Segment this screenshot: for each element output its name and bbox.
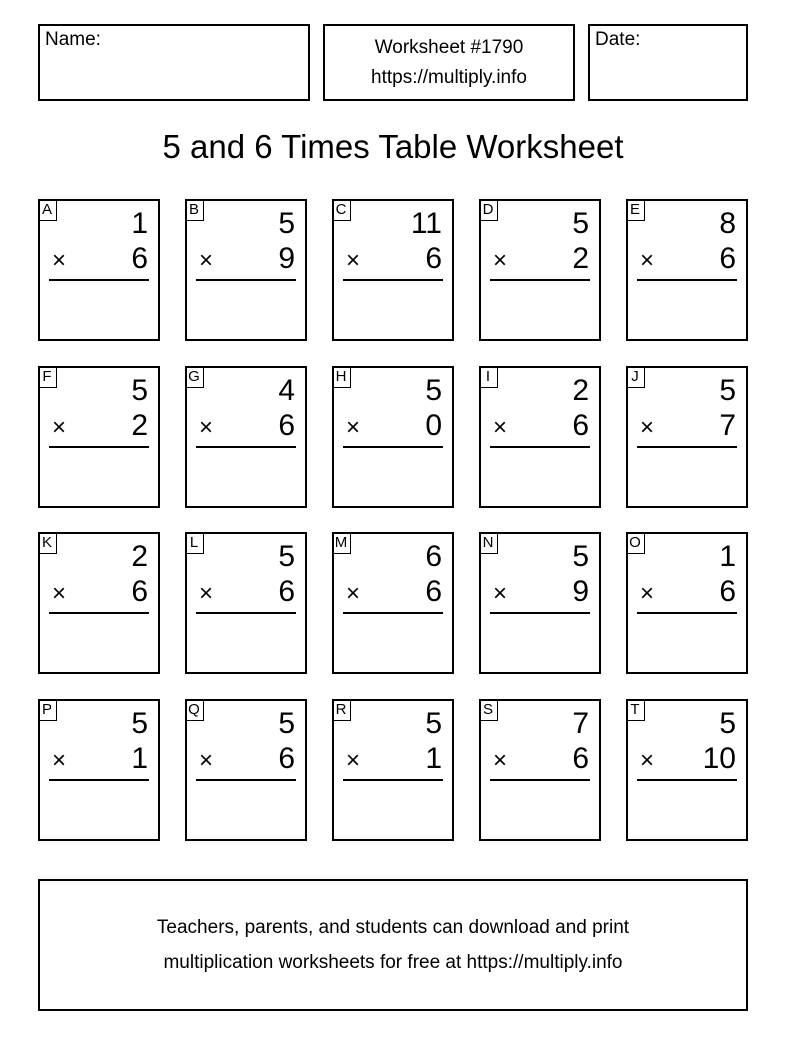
multiplicand: 5 <box>572 207 589 240</box>
name-label: Name: <box>45 29 101 50</box>
problem-card[interactable] <box>626 699 748 841</box>
problem-label: S <box>479 699 498 721</box>
answer-line <box>196 446 296 448</box>
multiplicand: 2 <box>572 374 589 407</box>
multiplicand: 4 <box>278 374 295 407</box>
multiplicand: 5 <box>131 707 148 740</box>
answer-line <box>49 279 149 281</box>
times-sign: × <box>52 414 67 441</box>
multiplier: 6 <box>278 409 295 442</box>
times-sign: × <box>52 580 67 607</box>
multiplicand: 5 <box>572 540 589 573</box>
multiplicand: 1 <box>719 540 736 573</box>
multiplier: 6 <box>719 575 736 608</box>
multiplier: 6 <box>278 575 295 608</box>
problem-label: T <box>626 699 645 721</box>
multiplicand: 5 <box>278 540 295 573</box>
worksheet-number: Worksheet #1790 <box>374 37 524 58</box>
problem-label: K <box>38 532 57 554</box>
times-sign: × <box>640 414 655 441</box>
problem-label: N <box>479 532 498 554</box>
worksheet-info-box <box>323 24 575 101</box>
problem-label: I <box>479 366 498 388</box>
problem-card[interactable] <box>38 366 160 508</box>
times-sign: × <box>346 580 361 607</box>
answer-line <box>49 612 149 614</box>
times-sign: × <box>493 580 508 607</box>
answer-line <box>343 779 443 781</box>
problem-card[interactable] <box>185 532 307 674</box>
multiplicand: 5 <box>131 374 148 407</box>
answer-line <box>49 779 149 781</box>
times-sign: × <box>346 414 361 441</box>
multiplier: 7 <box>719 409 736 442</box>
answer-line <box>343 446 443 448</box>
multiplicand: 5 <box>425 374 442 407</box>
answer-line <box>490 612 590 614</box>
times-sign: × <box>346 747 361 774</box>
answer-line <box>490 279 590 281</box>
multiplier: 6 <box>572 409 589 442</box>
multiplicand: 5 <box>719 374 736 407</box>
problem-label: M <box>332 532 351 554</box>
problem-label: P <box>38 699 57 721</box>
problem-label: B <box>185 199 204 221</box>
date-label: Date: <box>595 29 641 50</box>
problem-label: O <box>626 532 645 554</box>
multiplier: 6 <box>131 242 148 275</box>
times-sign: × <box>493 414 508 441</box>
problem-card[interactable] <box>185 366 307 508</box>
multiplier: 6 <box>425 575 442 608</box>
multiplicand: 5 <box>425 707 442 740</box>
times-sign: × <box>199 247 214 274</box>
times-sign: × <box>493 247 508 274</box>
times-sign: × <box>346 247 361 274</box>
problem-label: A <box>38 199 57 221</box>
times-sign: × <box>199 414 214 441</box>
multiplicand: 5 <box>278 207 295 240</box>
multiplier: 10 <box>702 742 736 775</box>
answer-line <box>490 446 590 448</box>
problem-label: F <box>38 366 57 388</box>
problem-card[interactable] <box>185 199 307 341</box>
multiplier: 6 <box>719 242 736 275</box>
times-sign: × <box>199 747 214 774</box>
problem-label: G <box>185 366 204 388</box>
problem-card[interactable] <box>479 366 601 508</box>
answer-line <box>637 279 737 281</box>
multiplier: 2 <box>572 242 589 275</box>
multiplier: 1 <box>131 742 148 775</box>
problem-label: D <box>479 199 498 221</box>
problem-card[interactable] <box>38 199 160 341</box>
answer-line <box>196 779 296 781</box>
multiplier: 9 <box>278 242 295 275</box>
multiplier: 2 <box>131 409 148 442</box>
answer-line <box>343 612 443 614</box>
page-title: 5 and 6 Times Table Worksheet <box>162 128 624 165</box>
problem-label: H <box>332 366 351 388</box>
name-field-box[interactable] <box>38 24 310 101</box>
problem-card[interactable] <box>185 699 307 841</box>
answer-line <box>490 779 590 781</box>
problem-card[interactable] <box>332 699 454 841</box>
multiplicand: 8 <box>719 207 736 240</box>
problem-card[interactable] <box>479 532 601 674</box>
times-sign: × <box>640 747 655 774</box>
multiplicand: 2 <box>131 540 148 573</box>
problem-label: E <box>626 199 645 221</box>
problem-card[interactable] <box>332 532 454 674</box>
times-sign: × <box>52 747 67 774</box>
problem-card[interactable] <box>332 366 454 508</box>
problem-card[interactable] <box>38 699 160 841</box>
problem-label: Q <box>185 699 204 721</box>
problem-label: J <box>626 366 645 388</box>
multiplier: 6 <box>425 242 442 275</box>
multiplier: 6 <box>572 742 589 775</box>
times-sign: × <box>640 247 655 274</box>
multiplier: 9 <box>572 575 589 608</box>
multiplicand: 6 <box>425 540 442 573</box>
problem-card[interactable] <box>479 699 601 841</box>
footer-box <box>38 879 748 1011</box>
multiplicand: 5 <box>719 707 736 740</box>
date-field-box[interactable] <box>588 24 748 101</box>
problem-card[interactable] <box>626 532 748 674</box>
answer-line <box>343 279 443 281</box>
answer-line <box>637 446 737 448</box>
multiplier: 1 <box>425 742 442 775</box>
footer-text-line-2: multiplication worksheets for free at https://multiply.info <box>163 952 623 973</box>
multiplier: 0 <box>425 409 442 442</box>
multiplicand: 7 <box>572 707 589 740</box>
multiplicand: 5 <box>278 707 295 740</box>
answer-line <box>637 779 737 781</box>
answer-line <box>196 612 296 614</box>
times-sign: × <box>640 580 655 607</box>
problem-card[interactable] <box>479 199 601 341</box>
times-sign: × <box>493 747 508 774</box>
multiplier: 6 <box>131 575 148 608</box>
times-sign: × <box>199 580 214 607</box>
problem-card[interactable] <box>626 366 748 508</box>
answer-line <box>49 446 149 448</box>
problem-card[interactable] <box>38 532 160 674</box>
footer-text-line-1: Teachers, parents, and students can download and print <box>156 917 630 938</box>
multiplicand: 11 <box>410 207 442 240</box>
problem-card[interactable] <box>626 199 748 341</box>
problem-label: L <box>185 532 204 554</box>
problem-label: R <box>332 699 351 721</box>
problem-label: C <box>332 199 351 221</box>
multiplicand: 1 <box>131 207 148 240</box>
times-sign: × <box>52 247 67 274</box>
answer-line <box>637 612 737 614</box>
worksheet-url: https://multiply.info <box>371 67 527 88</box>
answer-line <box>196 279 296 281</box>
problem-card[interactable] <box>332 199 454 341</box>
multiplier: 6 <box>278 742 295 775</box>
